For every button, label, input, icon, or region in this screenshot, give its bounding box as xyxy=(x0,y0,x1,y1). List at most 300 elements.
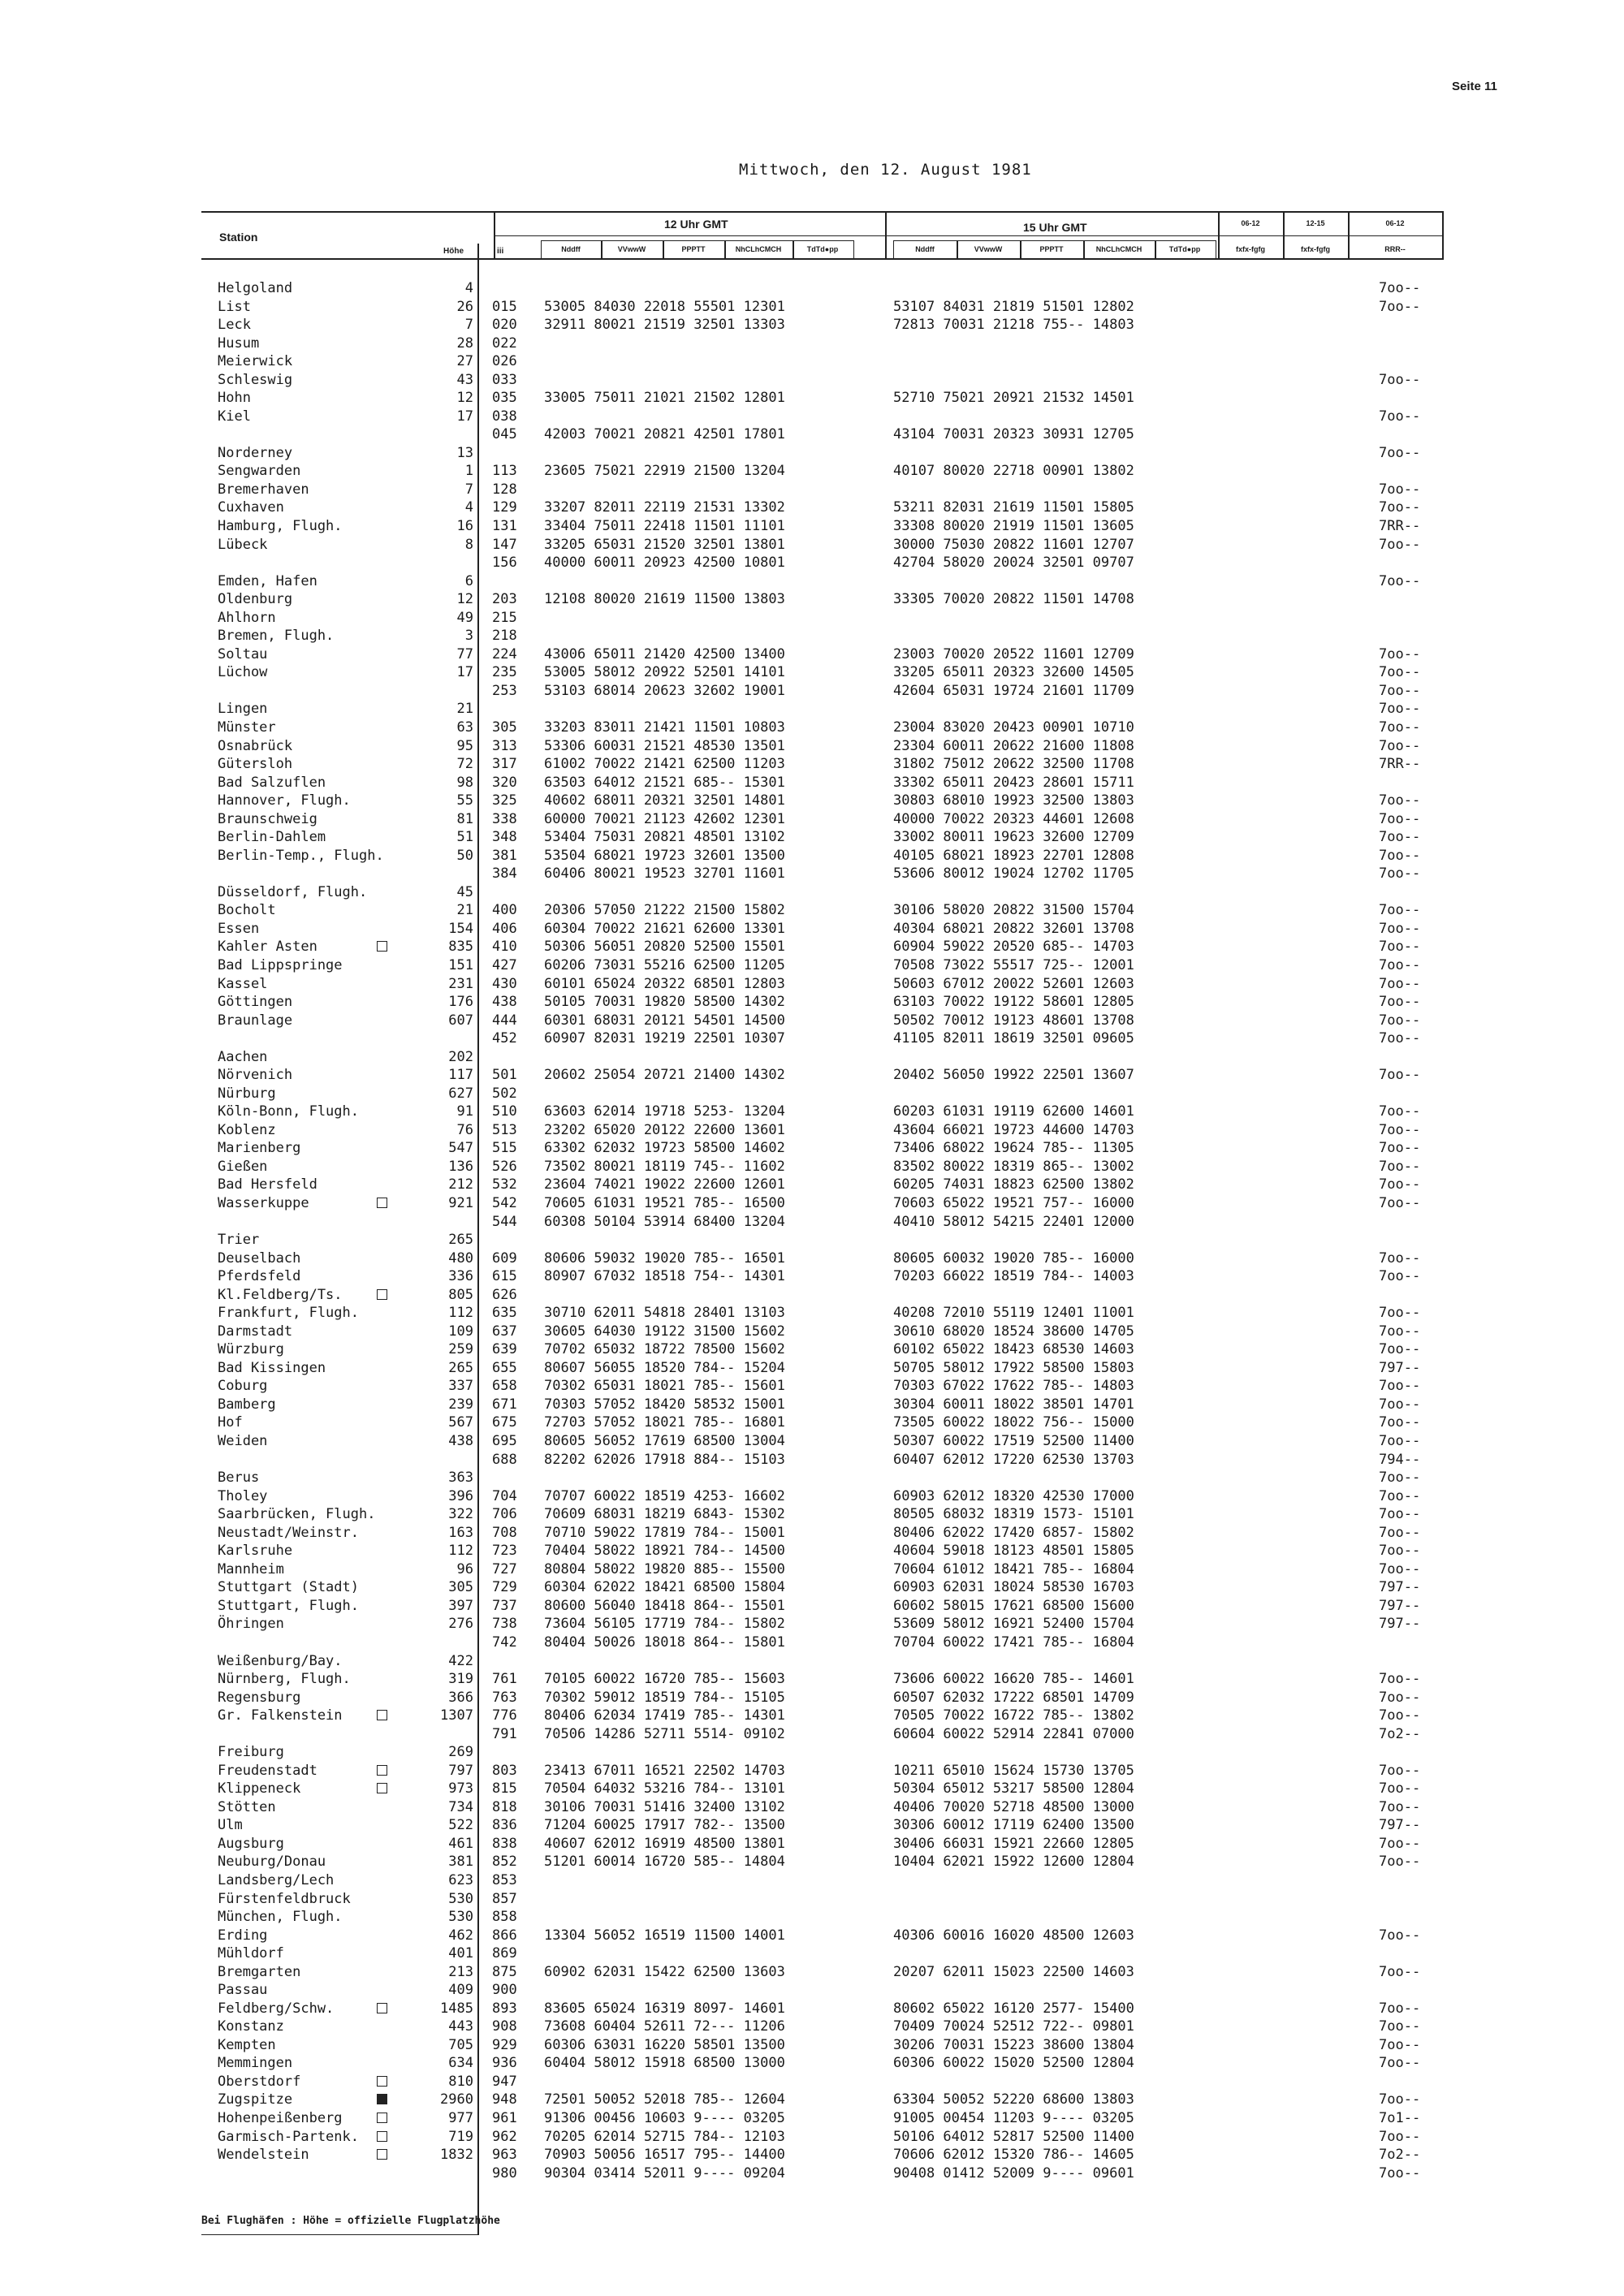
precip-code: 7oo-- xyxy=(1379,1798,1421,1815)
station-number: 948 xyxy=(492,2091,517,2108)
station-name: Norderney xyxy=(218,444,293,461)
station-number: 761 xyxy=(492,1671,517,1688)
table-row xyxy=(0,1451,1624,1469)
station-number: 406 xyxy=(492,920,517,937)
table-row xyxy=(0,316,1624,334)
col-header-clouds-15: NhCLhCMCH xyxy=(1095,245,1142,253)
obs-15-utc: 73606 60022 16620 785-- 14601 xyxy=(893,1671,1134,1688)
table-row xyxy=(0,938,1624,956)
station-name: Coburg xyxy=(218,1378,268,1395)
station-number: 113 xyxy=(492,463,517,480)
station-number: 857 xyxy=(492,1890,517,1907)
precip-code: 794-- xyxy=(1379,1451,1421,1468)
obs-15-utc: 42704 58020 20024 32501 09707 xyxy=(893,555,1134,572)
station-name: List xyxy=(218,298,251,315)
station-number: 655 xyxy=(492,1359,517,1376)
station-name: Lübeck xyxy=(218,536,268,553)
table-row xyxy=(0,627,1624,645)
obs-12-utc: 70609 68031 18219 6843- 15302 xyxy=(544,1506,785,1523)
precip-code: 7oo-- xyxy=(1379,865,1421,883)
obs-12-utc: 72703 57052 18021 785-- 16801 xyxy=(544,1414,785,1431)
station-name: Hohn xyxy=(218,390,251,407)
station-name: Erding xyxy=(218,1927,268,1944)
station-height: 7 xyxy=(464,317,473,334)
station-number: 706 xyxy=(492,1506,517,1523)
obs-15-utc: 60205 74031 18823 62500 13802 xyxy=(893,1176,1134,1193)
obs-15-utc: 70203 66022 18519 784-- 14003 xyxy=(893,1268,1134,1285)
table-row xyxy=(0,1377,1624,1395)
station-number: 763 xyxy=(492,1689,517,1706)
station-height: 921 xyxy=(448,1195,473,1211)
obs-15-utc: 40306 60016 16020 48500 12603 xyxy=(893,1927,1134,1944)
obs-12-utc: 70710 59022 17819 784-- 15001 xyxy=(544,1524,785,1541)
station-height: 96 xyxy=(456,1560,473,1577)
obs-12-utc: 33005 75011 21021 21502 12801 xyxy=(544,390,785,407)
table-row xyxy=(0,920,1624,938)
station-number: 038 xyxy=(492,408,517,425)
obs-15-utc: 40000 70022 20323 44601 12608 xyxy=(893,810,1134,827)
station-height: 522 xyxy=(448,1817,473,1834)
obs-15-utc: 30206 70031 15223 38600 13804 xyxy=(893,2036,1134,2053)
station-header: Station xyxy=(219,231,258,244)
square-marker-icon xyxy=(377,2076,387,2087)
station-name: Hamburg, Flugh. xyxy=(218,518,343,535)
obs-15-utc: 90408 01412 52009 9---- 09601 xyxy=(893,2164,1134,2182)
station-height: 63 xyxy=(456,719,473,736)
obs-15-utc: 53211 82031 21619 11501 15805 xyxy=(893,499,1134,516)
obs-15-utc: 41105 82011 18619 32501 09605 xyxy=(893,1030,1134,1047)
station-height: 154 xyxy=(448,920,473,937)
table-row xyxy=(0,2000,1624,2018)
station-name: Meierwick xyxy=(218,353,293,370)
station-number: 961 xyxy=(492,2110,517,2126)
table-row xyxy=(0,1634,1624,1651)
table-row xyxy=(0,792,1624,809)
obs-12-utc: 80406 62034 17419 785-- 14301 xyxy=(544,1707,785,1724)
obs-15-utc: 20402 56050 19922 22501 13607 xyxy=(893,1067,1134,1084)
obs-15-utc: 50304 65012 53217 58500 12804 xyxy=(893,1780,1134,1798)
station-name: Marienberg xyxy=(218,1140,301,1157)
obs-15-utc: 40304 68021 20822 32601 13708 xyxy=(893,920,1134,937)
station-number: 729 xyxy=(492,1579,517,1596)
obs-15-utc: 31802 75012 20622 32500 11708 xyxy=(893,756,1134,773)
station-name: Kempten xyxy=(218,2036,276,2053)
precip-code: 7oo-- xyxy=(1379,481,1421,498)
table-row xyxy=(0,755,1624,773)
station-number: 727 xyxy=(492,1560,517,1577)
station-height: 530 xyxy=(448,1909,473,1926)
table-row xyxy=(0,536,1624,554)
station-name: Koblenz xyxy=(218,1121,276,1138)
station-height: 16 xyxy=(456,518,473,535)
station-height: 276 xyxy=(448,1616,473,1633)
station-height: 705 xyxy=(448,2036,473,2053)
obs-12-utc: 80804 58022 19820 885-- 15500 xyxy=(544,1560,785,1577)
square-marker-icon xyxy=(377,1783,387,1793)
station-name: Landsberg/Lech xyxy=(218,1871,335,1888)
station-number: 637 xyxy=(492,1323,517,1340)
station-name: Ahlhorn xyxy=(218,609,276,626)
table-row xyxy=(0,700,1624,718)
station-name: München, Flugh. xyxy=(218,1909,343,1926)
station-number: 410 xyxy=(492,939,517,956)
station-height: 212 xyxy=(448,1176,473,1193)
table-row xyxy=(0,828,1624,846)
station-name: Kl.Feldberg/Ts. xyxy=(218,1286,343,1303)
obs-12-utc: 60306 63031 16220 58501 13500 xyxy=(544,2036,785,2053)
precip-code: 797-- xyxy=(1379,1817,1421,1834)
precip-code: 7RR-- xyxy=(1379,518,1421,535)
station-number: 427 xyxy=(492,956,517,973)
square-marker-icon xyxy=(377,2149,387,2160)
obs-15-utc: 60904 59022 20520 685-- 14703 xyxy=(893,939,1134,956)
precip-code: 7oo-- xyxy=(1379,1560,1421,1577)
station-height: 28 xyxy=(456,334,473,352)
station-name: Darmstadt xyxy=(218,1323,293,1340)
obs-12-utc: 33205 65031 21520 32501 13801 xyxy=(544,536,785,553)
station-height: 202 xyxy=(448,1048,473,1065)
station-name: Pferdsfeld xyxy=(218,1268,301,1285)
obs-12-utc: 71204 60025 17917 782-- 13500 xyxy=(544,1817,785,1834)
station-number: 963 xyxy=(492,2147,517,2164)
station-name: Braunschweig xyxy=(218,810,317,827)
obs-15-utc: 40105 68021 18923 22701 12808 xyxy=(893,847,1134,864)
obs-12-utc: 70504 64032 53216 784-- 13101 xyxy=(544,1780,785,1798)
station-name: Ulm xyxy=(218,1817,243,1834)
obs-12-utc: 53404 75031 20821 48501 13102 xyxy=(544,829,785,846)
obs-12-utc: 13304 56052 16519 11500 14001 xyxy=(544,1927,785,1944)
table-row xyxy=(0,590,1624,608)
table-row xyxy=(0,517,1624,535)
table-row xyxy=(0,481,1624,498)
obs-15-utc: 83502 80022 18319 865-- 13002 xyxy=(893,1158,1134,1175)
station-name: Göttingen xyxy=(218,994,293,1011)
station-height: 835 xyxy=(448,939,473,956)
station-height: 12 xyxy=(456,390,473,407)
table-row xyxy=(0,1816,1624,1834)
station-name: Hohenpeißenberg xyxy=(218,2110,343,2126)
station-number: 131 xyxy=(492,518,517,535)
station-number: 818 xyxy=(492,1798,517,1815)
station-height: 81 xyxy=(456,810,473,827)
station-height: 98 xyxy=(456,774,473,791)
station-number: 022 xyxy=(492,334,517,352)
table-row xyxy=(0,1158,1624,1176)
station-number: 615 xyxy=(492,1268,517,1285)
station-name: Gr. Falkenstein xyxy=(218,1707,343,1724)
obs-15-utc: 80505 68032 18319 1573- 15101 xyxy=(893,1506,1134,1523)
precip-code: 7oo-- xyxy=(1379,664,1421,681)
table-row xyxy=(0,1578,1624,1596)
obs-15-utc: 70508 73022 55517 725-- 12001 xyxy=(893,956,1134,973)
table-row xyxy=(0,774,1624,792)
height-header: Höhe xyxy=(443,247,464,256)
table-row xyxy=(0,1689,1624,1707)
station-height: 607 xyxy=(448,1012,473,1029)
station-name: Husum xyxy=(218,334,260,352)
station-name: Augsburg xyxy=(218,1835,284,1852)
page-number: Seite 11 xyxy=(1452,80,1497,93)
obs-15-utc: 52710 75021 20921 21532 14501 xyxy=(893,390,1134,407)
table-row xyxy=(0,901,1624,919)
precip-0612-subheader: RRR-- xyxy=(1384,245,1406,253)
obs-15-utc: 60102 65022 18423 68530 14603 xyxy=(893,1341,1134,1358)
obs-15-utc: 40604 59018 18123 48501 15805 xyxy=(893,1543,1134,1560)
table-row xyxy=(0,1944,1624,1962)
col-header-ppptt-15: PPPTT xyxy=(1039,245,1064,253)
station-number: 035 xyxy=(492,390,517,407)
station-name: Mannheim xyxy=(218,1560,284,1577)
obs-12-utc: 40602 68011 20321 32501 14801 xyxy=(544,792,785,809)
station-height: 26 xyxy=(456,298,473,315)
precip-code: 7oo-- xyxy=(1379,2091,1421,2108)
precip-code: 7oo-- xyxy=(1379,2164,1421,2182)
table-row xyxy=(0,334,1624,352)
obs-15-utc: 42604 65031 19724 21601 11709 xyxy=(893,682,1134,699)
station-number: 936 xyxy=(492,2055,517,2072)
obs-12-utc: 42003 70021 20821 42501 17801 xyxy=(544,426,785,443)
station-number: 708 xyxy=(492,1524,517,1541)
station-number: 218 xyxy=(492,628,517,645)
station-number: 313 xyxy=(492,737,517,754)
precip-code: 7oo-- xyxy=(1379,2018,1421,2035)
obs-15-utc: 70505 70022 16722 785-- 13802 xyxy=(893,1707,1134,1724)
station-height: 13 xyxy=(456,444,473,461)
precip-code: 797-- xyxy=(1379,1597,1421,1614)
station-height: 438 xyxy=(448,1433,473,1450)
station-number: 215 xyxy=(492,609,517,626)
obs-15-utc: 72813 70031 21218 755-- 14803 xyxy=(893,317,1134,334)
square-marker-icon xyxy=(377,941,387,952)
station-name: Düsseldorf, Flugh. xyxy=(218,883,368,900)
table-row xyxy=(0,1963,1624,1981)
station-number: 544 xyxy=(492,1213,517,1230)
obs-15-utc: 33305 70020 20822 11501 14708 xyxy=(893,591,1134,608)
obs-12-utc: 53306 60031 21521 48530 13501 xyxy=(544,737,785,754)
station-height: 530 xyxy=(448,1890,473,1907)
precip-code: 7oo-- xyxy=(1379,1524,1421,1541)
obs-12-utc: 70105 60022 16720 785-- 15603 xyxy=(544,1671,785,1688)
station-name: Essen xyxy=(218,920,260,937)
obs-15-utc: 60203 61031 19119 62600 14601 xyxy=(893,1103,1134,1120)
obs-12-utc: 60304 70022 21621 62600 13301 xyxy=(544,920,785,937)
table-row xyxy=(0,1871,1624,1889)
table-row xyxy=(0,847,1624,865)
obs-12-utc: 82202 62026 17918 884-- 15103 xyxy=(544,1451,785,1468)
station-number: 704 xyxy=(492,1487,517,1504)
table-row xyxy=(0,1487,1624,1505)
station-number: 515 xyxy=(492,1140,517,1157)
precip-code: 7oo-- xyxy=(1379,1176,1421,1193)
station-height: 443 xyxy=(448,2018,473,2035)
station-name: Feldberg/Schw. xyxy=(218,2000,335,2017)
station-number: 875 xyxy=(492,1963,517,1980)
obs-15-utc: 33002 80011 19623 32600 12709 xyxy=(893,829,1134,846)
station-number: 147 xyxy=(492,536,517,553)
station-name: Osnabrück xyxy=(218,737,293,754)
precip-code: 7oo-- xyxy=(1379,1341,1421,1358)
date-heading: Mittwoch, den 12. August 1981 xyxy=(739,161,1032,179)
obs-12-utc: 80907 67032 18518 754-- 14301 xyxy=(544,1268,785,1285)
table-row xyxy=(0,1652,1624,1670)
obs-15-utc: 80406 62022 17420 6857- 15802 xyxy=(893,1524,1134,1541)
station-number: 203 xyxy=(492,591,517,608)
table-row xyxy=(0,1048,1624,1066)
station-number: 513 xyxy=(492,1121,517,1138)
station-name: Leck xyxy=(218,317,251,334)
station-name: Fürstenfeldbruck xyxy=(218,1890,351,1907)
obs-15-utc: 53107 84031 21819 51501 12802 xyxy=(893,298,1134,315)
obs-12-utc: 70702 65032 18722 78500 15602 xyxy=(544,1341,785,1358)
obs-15-utc: 43104 70031 20323 30931 12705 xyxy=(893,426,1134,443)
precip-code: 7oo-- xyxy=(1379,371,1421,388)
obs-15-utc: 30304 60011 18022 38501 14701 xyxy=(893,1396,1134,1413)
precip-code: 7oo-- xyxy=(1379,975,1421,992)
station-height: 12 xyxy=(456,591,473,608)
table-row xyxy=(0,2073,1624,2091)
precip-code: 7oo-- xyxy=(1379,1121,1421,1138)
precip-code: 7oo-- xyxy=(1379,1854,1421,1871)
gust-0612-subheader: fxfx-fgfg xyxy=(1236,245,1265,253)
station-number: 626 xyxy=(492,1286,517,1303)
station-number: 510 xyxy=(492,1103,517,1120)
obs-12-utc: 63302 62032 19723 58500 14602 xyxy=(544,1140,785,1157)
obs-15-utc: 91005 00454 11203 9---- 03205 xyxy=(893,2110,1134,2126)
station-number: 635 xyxy=(492,1305,517,1322)
station-height: 973 xyxy=(448,1780,473,1798)
obs-12-utc: 73608 60404 52611 72--- 11206 xyxy=(544,2018,785,2035)
station-number: 929 xyxy=(492,2036,517,2053)
obs-12-utc: 70205 62014 52715 784-- 12103 xyxy=(544,2128,785,2145)
table-row xyxy=(0,1835,1624,1853)
table-row xyxy=(0,1542,1624,1560)
obs-12-utc: 60902 62031 15422 62500 13603 xyxy=(544,1963,785,1980)
station-name: Kiel xyxy=(218,408,251,425)
station-name: Soltau xyxy=(218,645,268,662)
station-number: 156 xyxy=(492,555,517,572)
gust-1215-subheader: fxfx-fgfg xyxy=(1301,245,1330,253)
obs-15-utc: 50705 58012 17922 58500 15803 xyxy=(893,1359,1134,1376)
station-name: Freiburg xyxy=(218,1744,284,1761)
station-height: 3 xyxy=(464,628,473,645)
obs-12-utc: 23605 75021 22919 21500 13204 xyxy=(544,463,785,480)
station-height: 51 xyxy=(456,829,473,846)
station-name: Bremgarten xyxy=(218,1963,301,1980)
col-header-ppptt-12: PPPTT xyxy=(681,245,706,253)
station-number: 893 xyxy=(492,2000,517,2017)
station-name: Köln-Bonn, Flugh. xyxy=(218,1103,359,1120)
obs-15-utc: 60903 62031 18024 58530 16703 xyxy=(893,1579,1134,1596)
square-marker-icon xyxy=(377,1198,387,1208)
table-row xyxy=(0,1524,1624,1542)
precip-code: 7o2-- xyxy=(1379,2147,1421,2164)
table-row xyxy=(0,1432,1624,1450)
obs-12-utc: 73604 56105 17719 784-- 15802 xyxy=(544,1616,785,1633)
precip-code: 7oo-- xyxy=(1379,1030,1421,1047)
station-number: 671 xyxy=(492,1396,517,1413)
obs-12-utc: 70303 57052 18420 58532 15001 xyxy=(544,1396,785,1413)
table-row xyxy=(0,2164,1624,2182)
station-name: Münster xyxy=(218,719,276,736)
precip-code: 7oo-- xyxy=(1379,1195,1421,1211)
table-row xyxy=(0,1359,1624,1377)
station-number: 305 xyxy=(492,719,517,736)
obs-15-utc: 43604 66021 19723 44600 14703 xyxy=(893,1121,1134,1138)
station-height: 265 xyxy=(448,1359,473,1376)
station-name: Trier xyxy=(218,1232,260,1249)
obs-12-utc: 43006 65011 21420 42500 13400 xyxy=(544,645,785,662)
obs-15-utc: 50106 64012 52817 52500 11400 xyxy=(893,2128,1134,2145)
station-name: Wasserkuppe xyxy=(218,1195,309,1211)
station-name: Braunlage xyxy=(218,1012,293,1029)
obs-15-utc: 23003 70020 20522 11601 12709 xyxy=(893,645,1134,662)
obs-12-utc: 53103 68014 20623 32602 19001 xyxy=(544,682,785,699)
station-name: Deuselbach xyxy=(218,1249,301,1267)
obs-12-utc: 40607 62012 16919 48500 13801 xyxy=(544,1835,785,1852)
obs-12-utc: 40000 60011 20923 42500 10801 xyxy=(544,555,785,572)
station-number: 430 xyxy=(492,975,517,992)
table-row xyxy=(0,1267,1624,1285)
table-row xyxy=(0,737,1624,755)
precip-code: 7oo-- xyxy=(1379,920,1421,937)
col-header-dew-15: TdTd●pp xyxy=(1168,245,1201,253)
obs-12-utc: 73502 80021 18119 745-- 11602 xyxy=(544,1158,785,1175)
obs-15-utc: 10211 65010 15624 15730 13705 xyxy=(893,1762,1134,1779)
precip-code: 7oo-- xyxy=(1379,536,1421,553)
station-height: 397 xyxy=(448,1597,473,1614)
station-number: 438 xyxy=(492,994,517,1011)
obs-12-utc: 60101 65024 20322 68501 12803 xyxy=(544,975,785,992)
station-name: Aachen xyxy=(218,1048,268,1065)
station-number: 947 xyxy=(492,2073,517,2090)
station-name: Emden, Hafen xyxy=(218,572,317,589)
station-name: Passau xyxy=(218,1982,268,1999)
station-name: Würzburg xyxy=(218,1341,284,1358)
precip-code: 7oo-- xyxy=(1379,829,1421,846)
station-number: 320 xyxy=(492,774,517,791)
obs-15-utc: 70603 65022 19521 757-- 16000 xyxy=(893,1195,1134,1211)
obs-12-utc: 60206 73031 55216 62500 11205 xyxy=(544,956,785,973)
station-height: 396 xyxy=(448,1487,473,1504)
station-height: 17 xyxy=(456,408,473,425)
table-row xyxy=(0,1176,1624,1193)
obs-12-utc: 30605 64030 19122 31500 15602 xyxy=(544,1323,785,1340)
station-number: 639 xyxy=(492,1341,517,1358)
square-marker-icon xyxy=(377,1710,387,1720)
precip-code: 7RR-- xyxy=(1379,756,1421,773)
obs-12-utc: 83605 65024 16319 8097- 14601 xyxy=(544,2000,785,2017)
station-number: 235 xyxy=(492,664,517,681)
station-name: Berlin-Temp., Flugh. xyxy=(218,847,384,864)
precip-code: 7oo-- xyxy=(1379,1487,1421,1504)
station-name: Neustadt/Weinstr. xyxy=(218,1524,359,1541)
square-marker-icon xyxy=(377,1765,387,1776)
obs-15-utc: 63304 50052 52220 68600 13803 xyxy=(893,2091,1134,2108)
station-name: Cuxhaven xyxy=(218,499,284,516)
table-row xyxy=(0,554,1624,572)
obs-15-utc: 60306 60022 15020 52500 12804 xyxy=(893,2055,1134,2072)
table-row xyxy=(0,1780,1624,1798)
station-name: Gießen xyxy=(218,1158,268,1175)
precip-code: 7oo-- xyxy=(1379,1543,1421,1560)
station-height: 2960 xyxy=(440,2091,473,2108)
station-height: 567 xyxy=(448,1414,473,1431)
table-row xyxy=(0,1231,1624,1249)
table-row xyxy=(0,993,1624,1011)
station-name: Wendelstein xyxy=(218,2147,309,2164)
table-row xyxy=(0,1798,1624,1816)
station-number: 020 xyxy=(492,317,517,334)
